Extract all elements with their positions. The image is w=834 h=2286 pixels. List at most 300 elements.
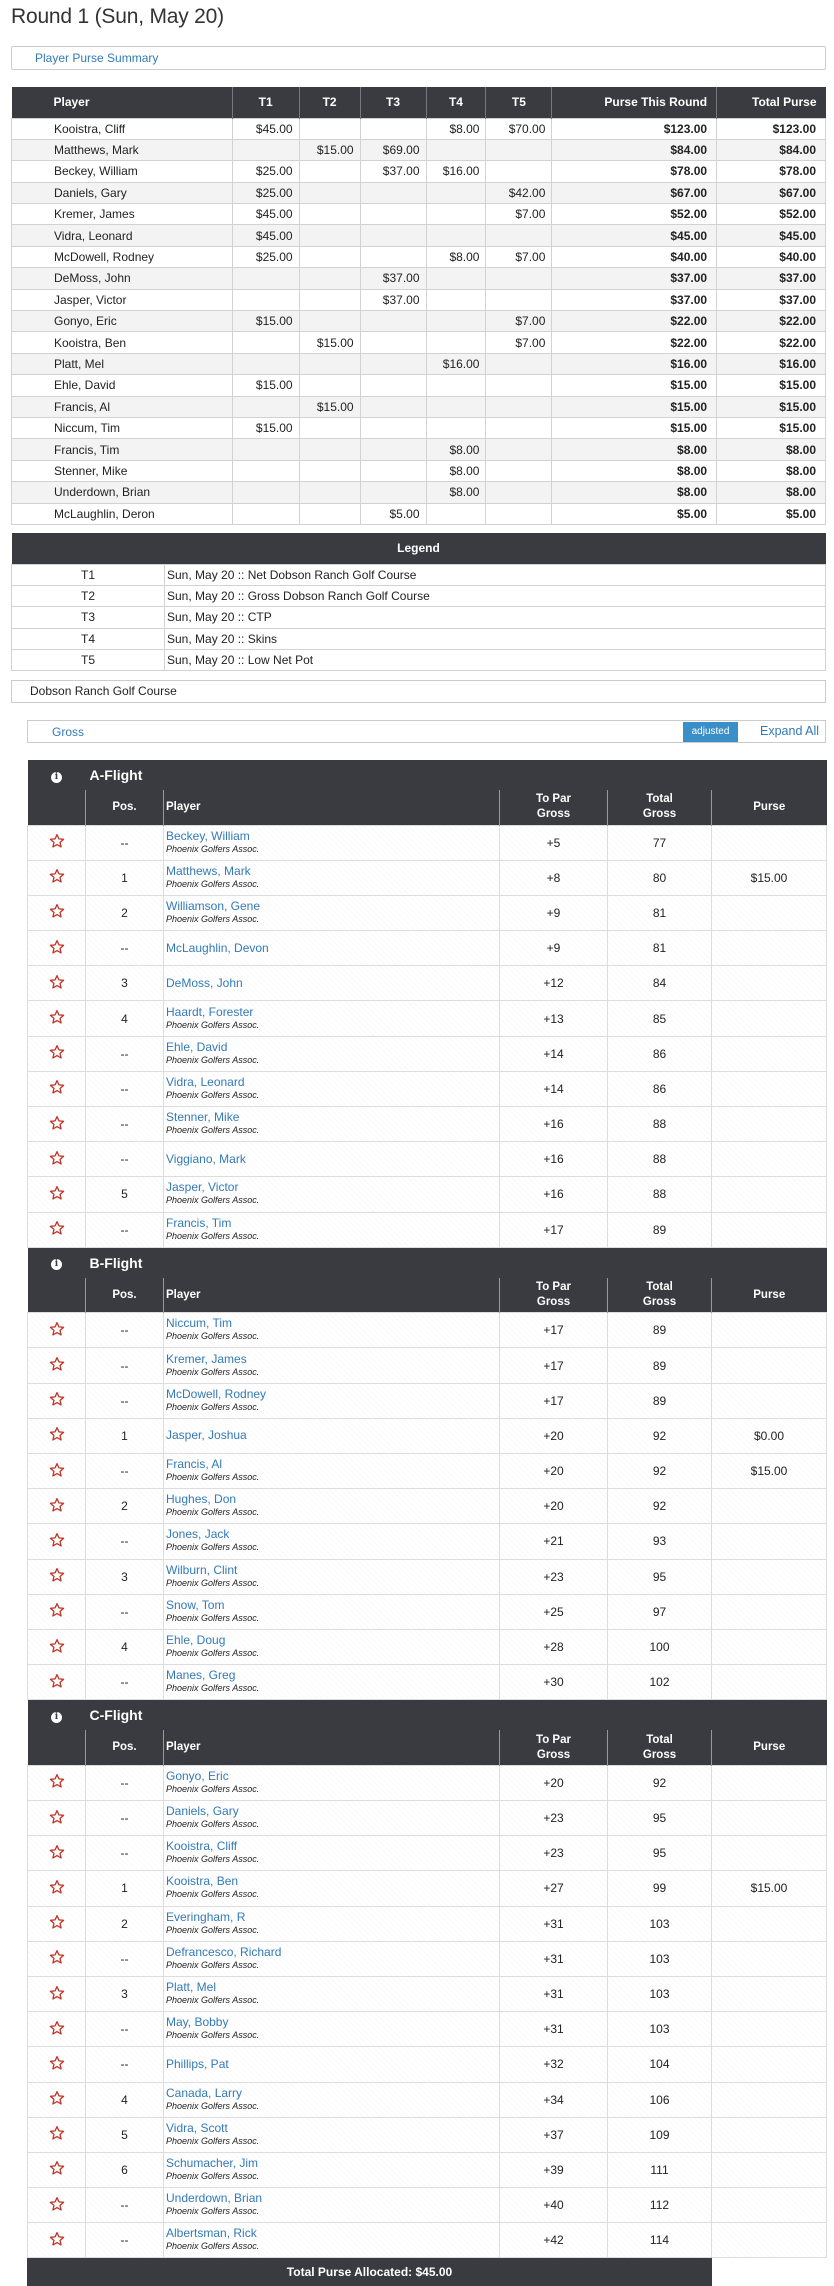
star-outline-icon[interactable] — [49, 1079, 65, 1098]
to-par-label: To Par — [536, 1281, 571, 1293]
purse-value — [232, 503, 299, 524]
star-outline-icon[interactable] — [49, 1602, 65, 1621]
player-name-link[interactable]: DeMoss, John — [166, 975, 243, 990]
player-association: Phoenix Golfers Assoc. — [166, 2030, 260, 2041]
favorite-cell[interactable] — [28, 1906, 86, 1941]
purse-value: $8.00 — [426, 482, 486, 503]
purse-value — [486, 225, 552, 246]
flight-leaderboards — [27, 760, 826, 2286]
favorite-cell[interactable] — [28, 931, 86, 966]
to-par-gross: +17 — [500, 1313, 608, 1348]
star-outline-icon[interactable] — [49, 2160, 65, 2179]
purse-amount — [712, 1594, 827, 1629]
favorite-cell[interactable] — [28, 2223, 86, 2258]
player-cell — [164, 2223, 500, 2258]
favorite-cell[interactable] — [28, 1836, 86, 1871]
page-title: Round 1 (Sun, May 20) — [11, 5, 224, 28]
player-name-link[interactable]: Gonyo, Eric — [166, 1768, 229, 1783]
legend-description: Sun, May 20 :: Low Net Pot — [165, 650, 826, 671]
position: 5 — [86, 1177, 164, 1212]
player-association: Phoenix Golfers Assoc. — [166, 1783, 260, 1794]
purse-amount — [712, 1071, 827, 1106]
player-cell — [164, 1036, 500, 1071]
player-purse-summary-link[interactable]: Player Purse Summary — [11, 46, 826, 70]
star-outline-icon[interactable] — [49, 903, 65, 922]
info-circle-icon[interactable]: i — [51, 1259, 62, 1270]
purse-amount — [712, 1559, 827, 1594]
player-association: Phoenix Golfers Assoc. — [166, 2170, 260, 2181]
favorite-cell[interactable] — [28, 1071, 86, 1106]
flight-info-cell[interactable] — [28, 1248, 86, 1278]
purse-amount: $15.00 — [712, 1871, 827, 1906]
total-gross: 102 — [608, 1665, 712, 1700]
purse-amount — [712, 1836, 827, 1871]
total-gross: 95 — [608, 1559, 712, 1594]
favorite-cell[interactable] — [28, 1107, 86, 1142]
favorite-cell[interactable] — [28, 1142, 86, 1177]
purse-value: $67.00 — [717, 182, 826, 203]
total-gross-label: Gross — [642, 1296, 677, 1308]
player-association: Phoenix Golfers Assoc. — [166, 1054, 260, 1065]
purse-value — [232, 353, 299, 374]
favorite-column-header — [28, 1278, 86, 1313]
to-par-gross: +31 — [500, 1941, 608, 1976]
favorite-cell[interactable] — [28, 825, 86, 860]
player-association: Phoenix Golfers Assoc. — [166, 1230, 260, 1241]
total-gross: 95 — [608, 1836, 712, 1871]
player-cell — [164, 1418, 500, 1453]
purse-value — [426, 268, 486, 289]
star-outline-icon[interactable] — [49, 2055, 65, 2074]
purse-row — [12, 439, 826, 460]
purse-amount — [712, 1036, 827, 1071]
favorite-cell[interactable] — [28, 1871, 86, 1906]
player-name-link[interactable]: Underdown, Brian — [166, 2191, 263, 2206]
total-gross: 89 — [608, 1348, 712, 1383]
purse-amount — [712, 895, 827, 930]
info-circle-icon[interactable]: i — [51, 1712, 62, 1723]
star-outline-icon[interactable] — [49, 833, 65, 852]
purse-value — [486, 375, 552, 396]
purse-value: $8.00 — [552, 439, 717, 460]
favorite-cell[interactable] — [28, 1036, 86, 1071]
to-par-gross: +20 — [500, 1489, 608, 1524]
position: -- — [86, 1836, 164, 1871]
to-par-gross: +9 — [500, 895, 608, 930]
total-gross: 103 — [608, 1976, 712, 2011]
player-name-link[interactable]: Niccum, Tim — [166, 1316, 232, 1331]
purse-row — [12, 225, 826, 246]
player-association: Phoenix Golfers Assoc. — [166, 1507, 260, 1518]
player-name-link[interactable]: Vidra, Scott — [166, 2120, 228, 2135]
player-name-link[interactable]: Phillips, Pat — [166, 2056, 229, 2071]
star-outline-icon[interactable] — [49, 1185, 65, 1204]
player-name-link[interactable]: Manes, Greg — [166, 1668, 236, 1683]
total-gross: 81 — [608, 895, 712, 930]
total-gross-label: Gross — [642, 1748, 677, 1761]
player-association: Phoenix Golfers Assoc. — [166, 1366, 260, 1377]
star-outline-icon[interactable] — [49, 1532, 65, 1551]
position: 2 — [86, 895, 164, 930]
purse-player-name: Kooistra, Ben — [12, 332, 233, 353]
legend-row — [12, 628, 826, 649]
purse-value — [426, 139, 486, 160]
purse-player-name: Matthews, Mark — [12, 139, 233, 160]
player-cell — [164, 1454, 500, 1489]
player-name-link[interactable]: Stenner, Mike — [166, 1110, 240, 1125]
player-name-link[interactable]: Kremer, James — [166, 1351, 247, 1366]
player-association: Phoenix Golfers Assoc. — [166, 1648, 260, 1659]
purse-value — [486, 396, 552, 417]
position: 2 — [86, 1906, 164, 1941]
position: -- — [86, 2047, 164, 2082]
leaderboard-row — [28, 1418, 827, 1453]
total-gross: 92 — [608, 1489, 712, 1524]
star-outline-icon[interactable] — [49, 2196, 65, 2215]
star-outline-icon[interactable] — [49, 1773, 65, 1792]
player-name-link[interactable]: Snow, Tom — [166, 1597, 225, 1612]
star-outline-icon[interactable] — [49, 2020, 65, 2039]
to-par-gross: +13 — [500, 1001, 608, 1036]
to-par-gross: +32 — [500, 2047, 608, 2082]
purse-value — [299, 204, 360, 225]
favorite-cell[interactable] — [28, 1001, 86, 1036]
purse-row — [12, 139, 826, 160]
star-outline-icon[interactable] — [49, 1426, 65, 1445]
favorite-cell[interactable] — [28, 2047, 86, 2082]
favorite-cell[interactable] — [28, 1454, 86, 1489]
favorite-cell[interactable] — [28, 1489, 86, 1524]
purse-amount — [712, 966, 827, 1001]
position: -- — [86, 2223, 164, 2258]
favorite-cell[interactable] — [28, 860, 86, 895]
star-outline-icon[interactable] — [49, 1949, 65, 1968]
player-name-link[interactable]: Matthews, Mark — [166, 863, 251, 878]
position: -- — [86, 1212, 164, 1247]
player-cell — [164, 1001, 500, 1036]
purse-value — [486, 139, 552, 160]
purse-player-name: McLaughlin, Deron — [12, 503, 233, 524]
player-name-link[interactable]: Platt, Mel — [166, 1980, 217, 1995]
purse-value — [299, 268, 360, 289]
purse-value: $16.00 — [717, 353, 826, 374]
purse-amount — [712, 1212, 827, 1247]
purse-value: $25.00 — [232, 182, 299, 203]
purse-row — [12, 268, 826, 289]
player-association: Phoenix Golfers Assoc. — [166, 913, 260, 924]
adjusted-toggle[interactable]: adjusted — [683, 722, 738, 742]
player-name-link[interactable]: Jasper, Victor — [166, 1180, 239, 1195]
favorite-column-header — [28, 1730, 86, 1765]
favorite-cell[interactable] — [28, 1418, 86, 1453]
player-cell — [164, 860, 500, 895]
star-outline-icon[interactable] — [49, 1638, 65, 1657]
position: 2 — [86, 1489, 164, 1524]
star-outline-icon[interactable] — [49, 2125, 65, 2144]
player-name-link[interactable]: Everingham, R — [166, 1909, 246, 1924]
star-outline-icon[interactable] — [49, 1356, 65, 1375]
star-outline-icon[interactable] — [49, 1044, 65, 1063]
purse-value: $15.00 — [232, 375, 299, 396]
purse-value — [299, 482, 360, 503]
position: -- — [86, 1036, 164, 1071]
player-name-link[interactable]: Kooistra, Ben — [166, 1874, 239, 1889]
purse-player-name: Kooistra, Cliff — [12, 118, 233, 139]
position: -- — [86, 1594, 164, 1629]
purse-amount — [712, 1142, 827, 1177]
purse-table — [11, 87, 826, 525]
legend-key: T1 — [12, 564, 165, 585]
purse-value: $25.00 — [232, 161, 299, 182]
purse-value: $123.00 — [717, 118, 826, 139]
player-cell — [164, 1629, 500, 1664]
total-gross: 89 — [608, 1313, 712, 1348]
star-outline-icon[interactable] — [49, 1009, 65, 1028]
player-name-link[interactable]: Albertsman, Rick — [166, 2226, 257, 2241]
player-association: Phoenix Golfers Assoc. — [166, 1995, 260, 2006]
player-cell — [164, 1524, 500, 1559]
expand-all-link[interactable]: Expand All — [760, 724, 820, 738]
favorite-cell[interactable] — [28, 895, 86, 930]
leaderboard-row — [28, 1489, 827, 1524]
player-name-link[interactable]: Beckey, William — [166, 828, 250, 843]
player-name-link[interactable]: Schumacher, Jim — [166, 2155, 259, 2170]
legend-description: Sun, May 20 :: Net Dobson Ranch Golf Course — [165, 564, 826, 585]
purse-value: $15.00 — [552, 396, 717, 417]
total-gross: 89 — [608, 1383, 712, 1418]
purse-row — [12, 353, 826, 374]
favorite-cell[interactable] — [28, 1941, 86, 1976]
purse-value: $45.00 — [717, 225, 826, 246]
leaderboard-row — [28, 2223, 827, 2258]
purse-column-header: Purse — [712, 790, 827, 825]
purse-value: $40.00 — [717, 246, 826, 267]
purse-value: $7.00 — [486, 311, 552, 332]
star-outline-icon[interactable] — [49, 1985, 65, 2004]
player-name-link[interactable]: Francis, Al — [166, 1457, 223, 1472]
purse-value — [486, 482, 552, 503]
purse-row — [12, 182, 826, 203]
star-outline-icon[interactable] — [49, 868, 65, 887]
star-outline-icon[interactable] — [49, 1115, 65, 1134]
favorite-cell[interactable] — [28, 1559, 86, 1594]
player-name-link[interactable]: Wilburn, Clint — [166, 1562, 238, 1577]
purse-value: $8.00 — [426, 460, 486, 481]
position: -- — [86, 1665, 164, 1700]
star-outline-icon[interactable] — [49, 2090, 65, 2109]
purse-row — [12, 503, 826, 524]
favorite-cell[interactable] — [28, 1594, 86, 1629]
purse-value — [426, 225, 486, 246]
leaderboard-row — [28, 1142, 827, 1177]
purse-player-name: Beckey, William — [12, 161, 233, 182]
purse-player-name: Jasper, Victor — [12, 289, 233, 310]
gross-view-link[interactable]: Gross — [52, 725, 85, 739]
purse-value — [299, 503, 360, 524]
favorite-cell[interactable] — [28, 1212, 86, 1247]
favorite-cell[interactable] — [28, 1765, 86, 1800]
flight-info-cell[interactable] — [28, 1700, 86, 1730]
star-outline-icon[interactable] — [49, 1879, 65, 1898]
player-name-link[interactable]: Canada, Larry — [166, 2085, 243, 2100]
star-outline-icon[interactable] — [49, 1497, 65, 1516]
leaderboard-row — [28, 1906, 827, 1941]
purse-player-name: Ehle, David — [12, 375, 233, 396]
total-label: Total — [646, 1733, 673, 1746]
leaderboard-row — [28, 1036, 827, 1071]
purse-amount — [712, 2082, 827, 2117]
player-name-link[interactable]: Kooistra, Cliff — [166, 1839, 238, 1854]
total-column-header — [608, 1730, 712, 1765]
purse-value — [426, 396, 486, 417]
leaderboard-row — [28, 2117, 827, 2152]
to-par-gross: +20 — [500, 1765, 608, 1800]
player-name-link[interactable]: Defrancesco, Richard — [166, 1944, 282, 1959]
purse-value — [299, 161, 360, 182]
purse-value — [299, 118, 360, 139]
to-par-gross: +14 — [500, 1071, 608, 1106]
player-name-link[interactable]: Viggiano, Mark — [166, 1151, 246, 1166]
player-name-link[interactable]: Ehle, Doug — [166, 1633, 226, 1648]
favorite-cell[interactable] — [28, 1524, 86, 1559]
purse-value — [486, 460, 552, 481]
total-gross: 111 — [608, 2152, 712, 2187]
legend-key: T5 — [12, 650, 165, 671]
favorite-cell[interactable] — [28, 1383, 86, 1418]
player-cell — [164, 2082, 500, 2117]
purse-player-name: Kremer, James — [12, 204, 233, 225]
to-par-gross: +14 — [500, 1036, 608, 1071]
player-cell — [164, 1142, 500, 1177]
favorite-cell[interactable] — [28, 2012, 86, 2047]
favorite-cell[interactable] — [28, 1313, 86, 1348]
leaderboard-row — [28, 1941, 827, 1976]
favorite-cell[interactable] — [28, 1177, 86, 1212]
flight-header — [28, 1700, 827, 1730]
star-outline-icon[interactable] — [49, 974, 65, 993]
total-purse-allocated: Total Purse Allocated: $45.00 — [27, 2258, 712, 2286]
total-gross: 99 — [608, 1871, 712, 1906]
player-name-link[interactable]: Ehle, David — [166, 1039, 228, 1054]
pos-column-header: Pos. — [86, 1730, 164, 1765]
leaderboard-row — [28, 2082, 827, 2117]
star-outline-icon[interactable] — [49, 1391, 65, 1410]
player-name-link[interactable]: Jones, Jack — [166, 1527, 230, 1542]
purse-amount — [712, 931, 827, 966]
player-name-link[interactable]: McDowell, Rodney — [166, 1386, 267, 1401]
favorite-cell[interactable] — [28, 2082, 86, 2117]
player-cell — [164, 1107, 500, 1142]
position: -- — [86, 1313, 164, 1348]
purse-value — [232, 396, 299, 417]
to-par-gross: +20 — [500, 1418, 608, 1453]
star-outline-icon[interactable] — [49, 1321, 65, 1340]
legend-key: T3 — [12, 607, 165, 628]
player-cell — [164, 1871, 500, 1906]
player-name-link[interactable]: Haardt, Forester — [166, 1004, 254, 1019]
flight-header — [28, 760, 827, 790]
leaderboard-row — [28, 1836, 827, 1871]
leaderboard-row — [28, 966, 827, 1001]
purse-row — [12, 332, 826, 353]
favorite-cell[interactable] — [28, 2188, 86, 2223]
leaderboard-row — [28, 2047, 827, 2082]
star-outline-icon[interactable] — [49, 1150, 65, 1169]
purse-player-name: Niccum, Tim — [12, 417, 233, 438]
purse-value — [232, 332, 299, 353]
position: 4 — [86, 2082, 164, 2117]
to-par-gross-label: Gross — [536, 1748, 571, 1761]
purse-value: $78.00 — [552, 161, 717, 182]
purse-amount — [712, 1313, 827, 1348]
flight-info-cell[interactable] — [28, 760, 86, 790]
purse-value: $52.00 — [552, 204, 717, 225]
favorite-cell[interactable] — [28, 2152, 86, 2187]
player-name-link[interactable]: Daniels, Gary — [166, 1804, 239, 1819]
star-outline-icon[interactable] — [49, 1844, 65, 1863]
purse-value — [486, 289, 552, 310]
star-outline-icon[interactable] — [49, 1220, 65, 1239]
favorite-cell[interactable] — [28, 1348, 86, 1383]
purse-value: $22.00 — [717, 332, 826, 353]
leaderboard-row — [28, 1107, 827, 1142]
star-outline-icon[interactable] — [49, 1673, 65, 1692]
total-gross-label: Gross — [642, 808, 677, 821]
star-outline-icon[interactable] — [49, 1914, 65, 1933]
star-outline-icon[interactable] — [49, 2231, 65, 2250]
purse-value — [486, 161, 552, 182]
favorite-cell[interactable] — [28, 2117, 86, 2152]
purse-player-name: DeMoss, John — [12, 268, 233, 289]
star-outline-icon[interactable] — [49, 1462, 65, 1481]
purse-value — [486, 268, 552, 289]
position: -- — [86, 1801, 164, 1836]
purse-value: $8.00 — [717, 460, 826, 481]
player-name-link[interactable]: Francis, Tim — [166, 1215, 232, 1230]
total-gross: 106 — [608, 2082, 712, 2117]
to-par-gross: +42 — [500, 2223, 608, 2258]
player-cell — [164, 1348, 500, 1383]
player-name-link[interactable]: Williamson, Gene — [166, 898, 261, 913]
player-name-link[interactable]: Jasper, Joshua — [166, 1428, 247, 1443]
purse-column-header: Purse — [712, 1278, 827, 1313]
position: -- — [86, 1107, 164, 1142]
player-association: Phoenix Golfers Assoc. — [166, 1125, 260, 1136]
legend-row — [12, 564, 826, 585]
player-name-link[interactable]: May, Bobby — [166, 2015, 229, 2030]
player-name-link[interactable]: Hughes, Don — [166, 1492, 237, 1507]
purse-amount — [712, 1177, 827, 1212]
player-cell — [164, 2012, 500, 2047]
star-outline-icon[interactable] — [49, 1567, 65, 1586]
purse-player-name: Francis, Tim — [12, 439, 233, 460]
star-outline-icon[interactable] — [49, 1809, 65, 1828]
favorite-cell[interactable] — [28, 1629, 86, 1664]
player-name-link[interactable]: Vidra, Leonard — [166, 1074, 245, 1089]
favorite-cell[interactable] — [28, 1665, 86, 1700]
purse-value — [232, 482, 299, 503]
flight-name: A-Flight — [86, 760, 827, 790]
purse-value — [299, 246, 360, 267]
star-outline-icon[interactable] — [49, 939, 65, 958]
favorite-cell[interactable] — [28, 1801, 86, 1836]
info-circle-icon[interactable]: i — [51, 772, 62, 783]
player-name-link[interactable]: McLaughlin, Devon — [166, 940, 269, 955]
favorite-cell[interactable] — [28, 966, 86, 1001]
favorite-cell[interactable] — [28, 1976, 86, 2011]
total-gross: 103 — [608, 2012, 712, 2047]
purse-row — [12, 289, 826, 310]
